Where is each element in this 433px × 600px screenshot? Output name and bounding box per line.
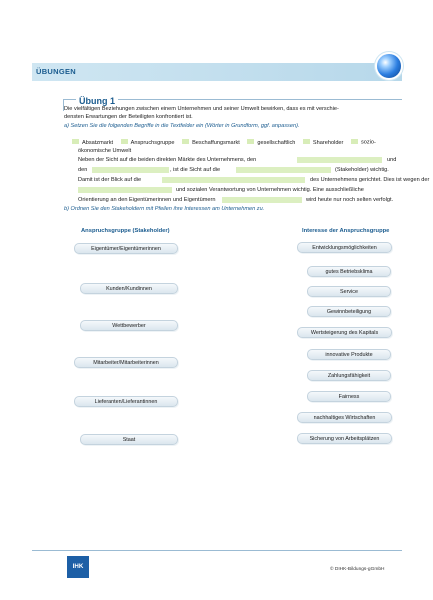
cloze-line-2b: , ist die Sicht auf die bbox=[170, 167, 221, 173]
interest-item[interactable]: nachhaltiges Wirtschaften bbox=[297, 412, 392, 423]
stakeholder-item-state[interactable]: Staat bbox=[80, 434, 178, 445]
stakeholder-column-heading: Anspruchsgruppe (Stakeholder) bbox=[81, 228, 170, 234]
interest-item[interactable]: Entwicklungsmöglichkeiten bbox=[297, 242, 392, 253]
stakeholder-item-suppliers[interactable]: Lieferanten/Lieferantinnen bbox=[74, 396, 178, 407]
interest-item[interactable]: Gewinnbeteiligung bbox=[307, 306, 391, 317]
interest-item[interactable]: Sicherung von Arbeitsplätzen bbox=[297, 433, 392, 444]
cloze-line-1b: und bbox=[387, 157, 397, 163]
word-item: Shareholder bbox=[312, 139, 344, 146]
interest-item[interactable]: gutes Betriebsklima bbox=[307, 266, 391, 277]
cloze-line-2c: (Stakeholder) wichtig. bbox=[335, 167, 389, 173]
word-item: sozio- bbox=[360, 139, 376, 146]
copyright-notice: © DIHK-Bildungs-gGmbH bbox=[330, 567, 385, 572]
stakeholder-item-owners[interactable]: Eigentümer/Eigentümerinnen bbox=[74, 243, 178, 254]
cloze-field-4[interactable] bbox=[162, 177, 305, 183]
cloze-line-4b: und sozialen Verantwortung von Unternehmen wichtig. Eine ausschließliche bbox=[176, 187, 364, 193]
word-marker-icon bbox=[72, 139, 79, 144]
stakeholder-item-competitors[interactable]: Wettbewerber bbox=[80, 320, 178, 331]
word-marker-icon bbox=[247, 139, 254, 144]
task-a: a) Setzen Sie die folgenden Begriffe in die Textfelder ein (Wörter in Grundform, ggf. anpassen). bbox=[64, 122, 300, 129]
word-bank bbox=[72, 139, 376, 146]
task-b: b) Ordnen Sie den Stakeholdern mit Pfeilen ihre Interessen am Unternehmen zu. bbox=[64, 206, 265, 212]
section-header-band bbox=[32, 63, 402, 81]
intro-text bbox=[64, 105, 404, 130]
cloze-field-1[interactable] bbox=[297, 157, 382, 163]
word-marker-icon bbox=[121, 139, 128, 144]
intro-line-2: densten Erwartungen der Beteiligten konfrontiert ist. bbox=[64, 114, 193, 121]
stakeholder-item-customers[interactable]: Kunden/Kundinnen bbox=[80, 283, 178, 294]
cloze-field-2[interactable] bbox=[92, 167, 169, 173]
word-item: Absatzmarkt bbox=[82, 139, 114, 146]
section-title: ÜBUNGEN bbox=[36, 67, 77, 76]
cloze-line-3a: Damit ist der Blick auf die bbox=[78, 177, 142, 183]
word-marker-icon bbox=[351, 139, 358, 144]
intro-line-1: Die vielfältigen Beziehungen zwischen einem Unternehmen und seiner Umwelt bewirken, dass es mit verschie- bbox=[64, 106, 339, 112]
cloze-field-6[interactable] bbox=[222, 197, 302, 203]
cloze-field-3[interactable] bbox=[236, 167, 331, 173]
stakeholder-item-employees[interactable]: Mitarbeiter/Mitarbeiterinnen bbox=[74, 357, 178, 368]
exercise-title: Übung 1 bbox=[76, 96, 118, 106]
word-item: Beschaffungsmarkt bbox=[192, 139, 240, 146]
interest-item[interactable]: Zahlungsfähigkeit bbox=[307, 370, 391, 381]
header-orb-icon bbox=[377, 54, 401, 78]
ihk-logo: IHK bbox=[67, 556, 89, 578]
cloze-line-3b: des Unternehmens gerichtet. Dies ist wegen der bbox=[310, 177, 430, 183]
interest-item[interactable]: innovative Produkte bbox=[307, 349, 391, 360]
interest-item[interactable]: Fairness bbox=[307, 391, 391, 402]
cloze-line-2a: den bbox=[78, 167, 88, 173]
interest-item[interactable]: Service bbox=[307, 286, 391, 297]
word-marker-icon bbox=[303, 139, 310, 144]
word-item: Anspruchsgruppe bbox=[130, 139, 175, 146]
cloze-line-5b: wird heute nur noch selten verfolgt. bbox=[306, 197, 394, 203]
cloze-field-5[interactable] bbox=[78, 187, 172, 193]
word-item: gesellschaftlich bbox=[257, 139, 296, 146]
cloze-line-1a: Neben der Sicht auf die beiden direkten Märkte des Unternehmens, den bbox=[78, 157, 257, 163]
word-item-continued: ökonomische Umwelt bbox=[78, 148, 132, 154]
cloze-line-5a: Orientierung an den Eigentümerinnen und Eigentümern bbox=[78, 197, 216, 203]
interest-column-heading: Interesse der Anspruchsgruppe bbox=[302, 228, 390, 234]
interest-item[interactable]: Wertsteigerung des Kapitals bbox=[297, 327, 392, 338]
word-marker-icon bbox=[182, 139, 189, 144]
footer-rule bbox=[32, 550, 402, 551]
